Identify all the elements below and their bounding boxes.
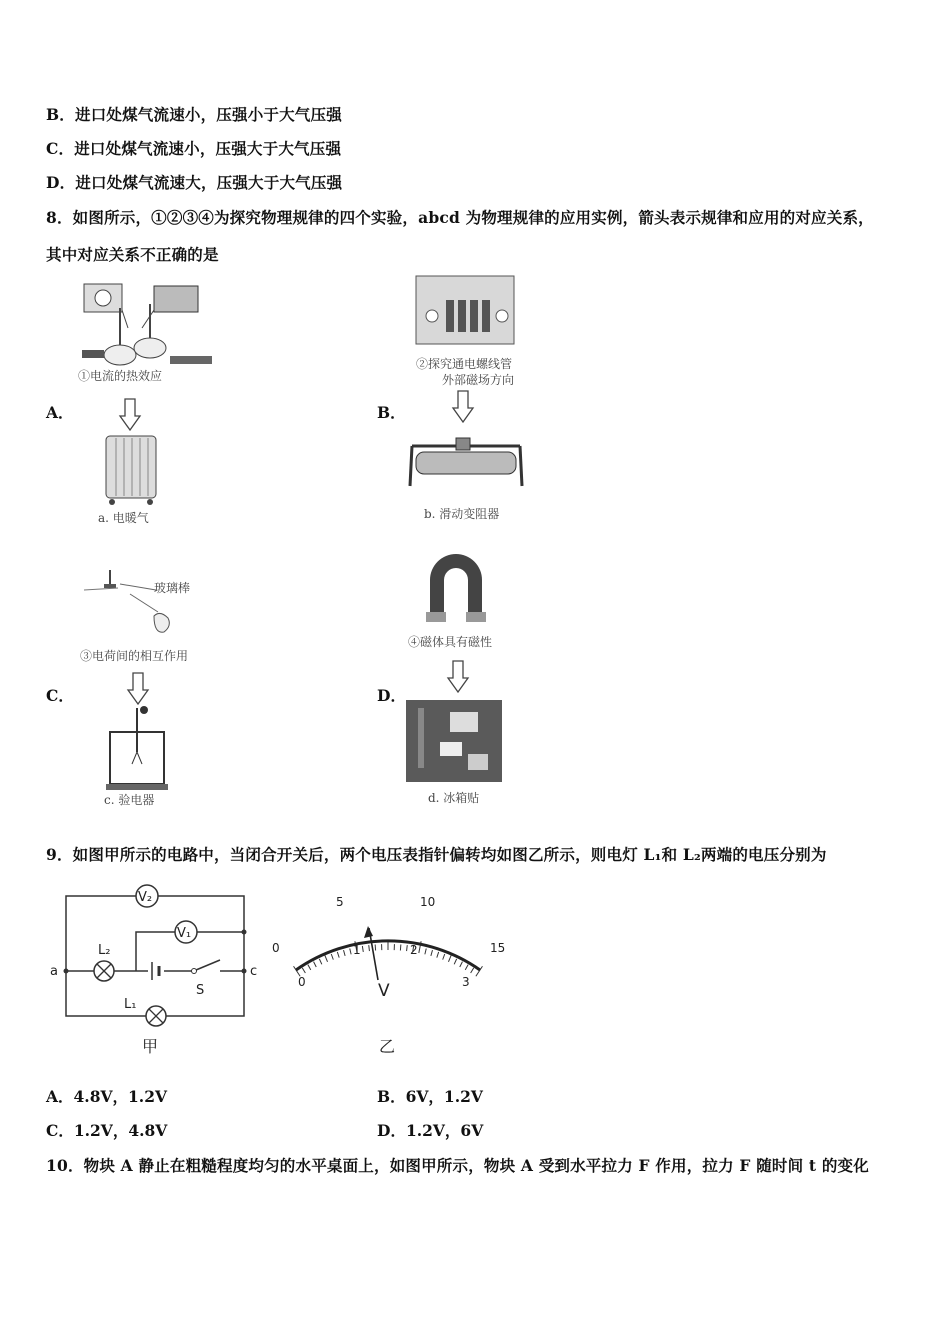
dial-tick [314,962,317,967]
rheostat-icon [170,356,212,364]
arrow-down-icon [451,390,475,424]
l1-label: L₁ [124,997,137,1012]
dial-tick [362,946,363,952]
power-supply-icon [154,286,198,312]
dial-tick [465,965,468,970]
q9-option-a: A．4.8V，1.2V [46,1087,168,1106]
scale-upper-0: 0 [272,941,280,955]
dial-caption: 乙 [379,1037,396,1056]
q8-question-line1: 8．如图所示，①②③④为探究物理规律的四个实验，abcd 为物理规律的应用实例，箭头表示规律和应用的对应关系， [46,208,874,227]
horseshoe-magnet-icon [430,554,482,612]
q8-question-line2: 其中对应关系不正确的是 [46,245,219,264]
scale-lower-2: 2 [410,943,418,957]
app-a-caption: a. 电暖气 [98,511,149,525]
scale-upper-10: 10 [420,895,436,909]
exp1-caption: ①电流的热效应 [78,369,163,383]
q9-option-b: B．6V，1.2V [377,1087,483,1106]
q9-option-c: C．1.2V，4.8V [46,1121,168,1140]
dial-tick [337,952,339,958]
v2-label: V₂ [138,890,153,905]
exp2-solenoid-figure [404,272,544,390]
app-d-caption: d. 冰箱贴 [428,791,480,805]
glass-rod-label: 玻璃棒 [154,581,191,595]
q9-voltmeter-dial-figure [268,884,518,1060]
dial-tick [308,965,311,970]
dial-tick [319,959,321,964]
switch-icon [192,969,197,974]
app-b-rheostat-figure [402,434,532,526]
exp2-caption-line2: 外部磁场方向 [442,373,515,387]
dial-tick [344,950,346,956]
dial-tick [460,962,463,967]
exp3-caption: ③电荷间的相互作用 [80,649,189,663]
dial-tick [407,945,408,951]
exp3-charges-figure [74,560,224,666]
slider-icon [456,438,470,450]
dial-unit: V [378,981,390,1001]
app-c-electroscope-figure [98,704,198,810]
app-b-caption: b. 滑动变阻器 [424,507,500,521]
q8-label-c: C． [46,686,74,705]
exp4-caption: ④磁体具有磁性 [408,635,493,649]
dial-tick [454,959,456,964]
q7-option-c: C．进口处煤气流速小，压强大于大气压强 [46,139,342,158]
q7-option-b: B．进口处煤气流速小，压强小于大气压强 [46,105,342,124]
switch-label: S [196,983,205,998]
hand-icon [154,613,169,632]
exp2-caption-line1: ②探究通电螺线管 [416,357,513,371]
scale-lower-0: 0 [298,975,306,989]
q10-question: 10．物块 A 静止在粗糙程度均匀的水平桌面上，如图甲所示，物块 A 受到水平拉力 F 作用，拉力 F 随时间 t 的变化 [46,1156,869,1175]
v1-label: V₁ [177,926,192,941]
dial-tick [443,954,445,960]
dial-tick [471,968,474,973]
q8-label-b: B． [377,403,406,422]
node-c-label: c [250,964,258,979]
q9-option-d: D．1.2V，6V [377,1121,484,1140]
arrow-down-icon [126,672,150,706]
dial-tick [331,954,333,960]
q8-label-d: D． [377,686,406,705]
app-a-heater-figure [96,432,196,528]
node-a-label: a [50,964,58,979]
l2-label: L₂ [98,943,111,958]
arrow-down-icon [446,660,470,694]
q8-label-a: A． [46,403,74,422]
dial-tick [350,948,351,954]
app-d-fridge-magnet-figure [404,698,514,810]
scale-lower-3: 3 [462,975,470,989]
dial-tick [302,968,305,973]
app-c-caption: c. 验电器 [104,793,155,807]
scale-upper-15: 15 [490,941,506,955]
arrow-down-icon [118,398,142,432]
circuit-caption: 甲 [142,1037,159,1056]
flask-icon [104,345,136,365]
dial-tick [425,948,426,954]
dial-tick [437,952,439,958]
q9-circuit-figure [44,876,266,1060]
exp4-magnet-figure [404,552,524,652]
exp1-heating-effect-figure [70,280,230,390]
dial-tick [369,945,370,951]
scale-lower-1: 1 [353,943,361,957]
scale-upper-5: 5 [336,895,344,909]
q9-question: 9．如图甲所示的电路中，当闭合开关后，两个电压表指针偏转均如图乙所示，则电灯 L₁和 L₂两端的电压分别为 [46,845,827,864]
q7-option-d: D．进口处煤气流速大，压强大于大气压强 [46,173,343,192]
dial-tick [431,950,433,956]
